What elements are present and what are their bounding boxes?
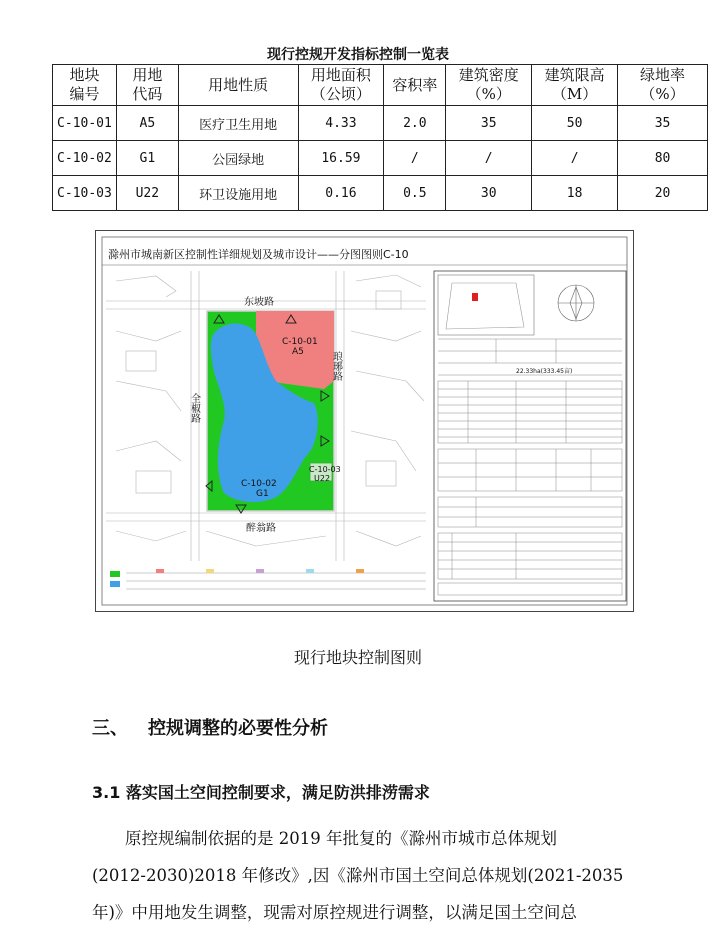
figure-caption: 现行地块控制图则 xyxy=(293,648,422,667)
table-cell: 环卫设施用地 xyxy=(178,176,298,211)
col-header: 绿地率 （%） xyxy=(618,65,708,106)
section-heading xyxy=(92,714,328,740)
section-number: 三、 xyxy=(92,718,128,739)
col-header: 用地性质 xyxy=(178,65,298,106)
col-header: 容积率 xyxy=(384,65,446,106)
table-header-row xyxy=(53,65,708,106)
parcel-label-c1002: C-10-02 xyxy=(241,479,277,489)
table-cell: 0.16 xyxy=(298,176,384,211)
table-cell: A5 xyxy=(116,106,178,141)
table-cell: 医疗卫生用地 xyxy=(178,106,298,141)
paragraph-line: 年)》中用地发生调整，现需对原控规进行调整，以满足国土空间总 xyxy=(92,903,577,922)
table-row xyxy=(53,176,708,211)
col-header: 地块 编号 xyxy=(53,65,117,106)
compass-icon xyxy=(558,285,594,321)
parcel-code-a5: A5 xyxy=(292,347,304,357)
table-cell: 80 xyxy=(618,141,708,176)
parcel-label-c1003: C-10-03 xyxy=(309,465,341,474)
table-cell: / xyxy=(532,141,618,176)
table-cell: 公园绿地 xyxy=(178,141,298,176)
location-marker xyxy=(472,293,478,301)
table-row xyxy=(53,141,708,176)
body-paragraph xyxy=(92,820,652,931)
col-header: 用地 代码 xyxy=(116,65,178,106)
parcel-code-g1: G1 xyxy=(256,489,269,499)
table-cell: 30 xyxy=(446,176,532,211)
table-cell: G1 xyxy=(116,141,178,176)
table-row xyxy=(53,106,708,141)
parcel-code-u22: U22 xyxy=(314,474,331,483)
table-cell: / xyxy=(446,141,532,176)
table-cell: C-10-03 xyxy=(53,176,117,211)
table-cell: 20 xyxy=(618,176,708,211)
table-cell: / xyxy=(384,141,446,176)
table-cell: 50 xyxy=(532,106,618,141)
control-map-drawing xyxy=(96,231,633,611)
table-cell: C-10-02 xyxy=(53,141,117,176)
col-header: 建筑限高 （M） xyxy=(532,65,618,106)
road-label-south: 醉翁路 xyxy=(246,523,276,534)
panel-area-label: 22.33ha(333.45亩) xyxy=(516,368,573,375)
table-title: 现行控规开发指标控制一览表 xyxy=(267,47,449,63)
table-cell: 35 xyxy=(446,106,532,141)
table-cell: 2.0 xyxy=(384,106,446,141)
table-cell: 35 xyxy=(618,106,708,141)
road-label-east xyxy=(331,350,343,382)
map-title: 滁州市城南新区控制性详细规划及城市设计——分图图则C-10 xyxy=(108,248,409,261)
svg-text:全椒路: 全椒路 xyxy=(188,393,200,423)
road-label-west xyxy=(189,392,201,424)
subsection-heading: 3.1 落实国土空间控制要求，满足防洪排涝需求 xyxy=(92,783,430,802)
table-cell: 18 xyxy=(532,176,618,211)
col-header: 用地面积 （公顷） xyxy=(298,65,384,106)
table-cell: 16.59 xyxy=(298,141,384,176)
col-header: 建筑密度 （%） xyxy=(446,65,532,106)
section-title: 控规调整的必要性分析 xyxy=(148,718,328,739)
parcel-label-c1001: C-10-01 xyxy=(282,337,318,347)
road-label-north: 东坡路 xyxy=(244,297,274,308)
table-cell: 4.33 xyxy=(298,106,384,141)
table-cell: U22 xyxy=(116,176,178,211)
control-map xyxy=(95,230,634,612)
paragraph-line: (2012-2030)2018 年修改》,因《滁州市国土空间总体规划(2021-2035 xyxy=(92,866,624,885)
table-cell: C-10-01 xyxy=(53,106,117,141)
indicator-table xyxy=(52,64,708,211)
table-cell: 0.5 xyxy=(384,176,446,211)
paragraph-line: 原控规编制依据的是 2019 年批复的《滁州市城市总体规划 xyxy=(92,829,557,848)
svg-text:琅琊路: 琅琊路 xyxy=(330,351,342,381)
